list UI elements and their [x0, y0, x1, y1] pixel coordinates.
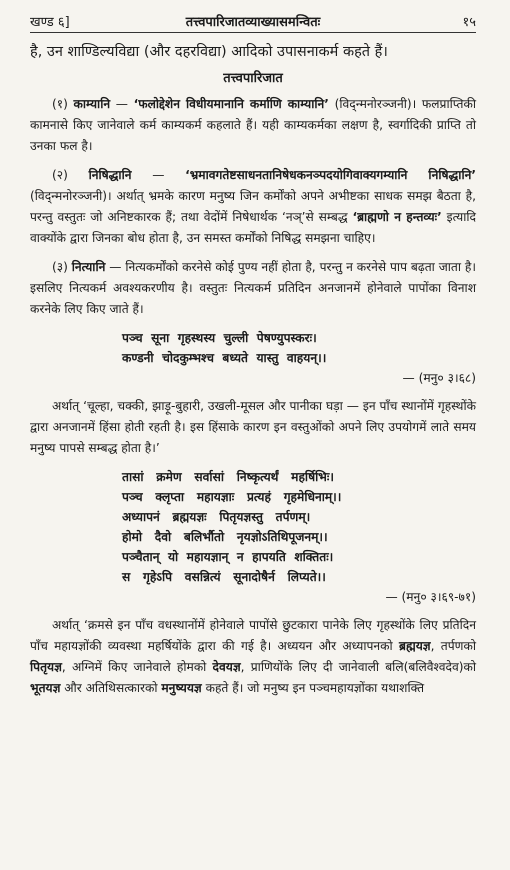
chapter-label: खण्ड ६] — [30, 15, 70, 30]
source-citation: (विद्न्मनोरञ्जनी)। — [328, 97, 417, 111]
verse-line: स गृहेऽपि वसन्नित्यं सूनादोषैर्न लिप्यते।। — [122, 570, 326, 584]
definition-quote: ‘भ्रमावगतेष्टसाधनतानिषेधकनञ्पदयोगिवाक्यगम्यानि निषिद्धानि’ — [185, 168, 476, 182]
text-run: कहते हैं। जो मनुष्य इन पञ्चमहायज्ञोंका यथाशक्ति — [201, 681, 425, 695]
paragraph-translation-1: अर्थात् ‘चूल्हा, चक्की, झाड़ू-बुहारी, उखली-मूसल और पानीका घड़ा — इन पाँच स्थानोंमें गृहस्थोंके द्वारा अनजानमें हिंसा होती रहती है। इस हिंसाके कारण इन वस्तुओंको अपने लिए उपयोगमें लाते समय मनुष्य पापसे सम्बद्ध होता है।’ — [30, 399, 476, 455]
item-number: (३) — [52, 260, 68, 274]
explanation-text: (विद्न्मनोरञ्जनी)। अर्थात् भ्रमके कारण मनुष्य जिन कर्मोंको अपने अभीष्टका साधक समझ बैठता है, परन्तु वस्तुतः जो अनिष्टकारक हैं; तथा वेदोंमें निषेधार्थक ‘नञ्’से सम्बद्ध — [30, 189, 476, 224]
running-header — [30, 12, 476, 33]
term-kamyani: काम्यानि — [73, 97, 111, 111]
paragraph-nityani — [30, 257, 476, 320]
verse-block-2 — [122, 467, 476, 587]
verse-line: होमो दैवो बलिर्भौतो नृयज्ञोऽतिथिपूजनम्।। — [122, 530, 328, 544]
verse-reference: — (मनु० ३।६८) — [402, 371, 476, 385]
term-bhutayajna: भूतयज्ञ — [30, 681, 61, 695]
page-number: १५ — [462, 15, 476, 30]
explanation-text: फलप्राप्तिकी कामनासे किए जानेवाले कर्म काम्यकर्म कहलाते हैं। यही काम्यकर्मका लक्षण है, स्वर्गादिकी प्राप्ति तो उनका फल है। — [30, 97, 477, 153]
text-run: , तर्पणको — [430, 639, 477, 653]
text-run: , प्राणियोंके लिए दी जानेवाली बलि(बलिवैश्वदेव)को — [240, 660, 476, 674]
explanation-text: नित्यकर्मोंको करनेसे कोई पुण्य नहीं होता है, परन्तु न करनेसे पाप बढ़ता जाता है। इसलिए नित्यकर्म अवश्यकरणीय है। वस्तुतः नित्यकर्म प्रतिदिन अनजानमें होनेवाले पापोंका विनाश करनेके लिए किए जाते हैं। — [30, 260, 477, 316]
item-number: (१) — [52, 97, 68, 111]
term-nityani: नित्यानि — [71, 260, 106, 274]
page-body — [30, 40, 476, 699]
verse-line: तासां क्रमेण सर्वासां निष्कृत्यर्थं महर्षिभिः। — [122, 470, 334, 484]
explanation-text-end: इत्यादि वाक्योंके द्वारा जिनका बोध होता है, उन समस्त कर्मोंको निषिद्ध समझना चाहिए। — [30, 210, 476, 245]
term-manushyayajna: मनुष्ययज्ञ — [161, 681, 202, 695]
verse-line: पञ्चैतान् यो महायज्ञान् न हापयति शक्तितः। — [122, 550, 334, 564]
verse-block-1 — [122, 328, 476, 368]
verse-line: पञ्च क्लृप्ता महायज्ञाः प्रत्यहं गृहमेधिनाम्।। — [122, 490, 342, 504]
text-run: और अतिथिसत्कारको — [60, 681, 162, 695]
term-nishiddhani: निषिद्धानि — [88, 168, 132, 182]
term-brahmayajna: ब्रह्मयज्ञ — [399, 639, 431, 653]
verse-reference: — (मनु० ३।६९-७१) — [385, 590, 476, 604]
text-run: , अग्निमें किए जानेवाले होमको — [61, 660, 213, 674]
paragraph-nishiddhani — [30, 165, 476, 249]
verse-line: कण्डनी चोदकुम्भश्च बध्यते यास्तु वाहयन्।। — [122, 351, 327, 365]
item-number: (२) — [52, 168, 68, 182]
dash: — — [110, 97, 134, 111]
paragraph-translation-2 — [30, 615, 476, 699]
paragraph-kamyani — [30, 94, 476, 157]
term-devayajna: देवयज्ञ — [212, 660, 241, 674]
verse-line: पञ्च सूना गृहस्थस्य चुल्ली पेषण्युपस्करः। — [122, 331, 317, 345]
term-pitriyajna: पितृयज्ञ — [30, 660, 62, 674]
text-run: अर्थात् ‘क्रमसे इन पाँच वधस्थानोंमें होनेवाले पापोंसे छुटकारा पानेके लिए गृहस्थोंके लिए प्रतिदिन पाँच महायज्ञोंकी व्यवस्था महर्षियोंके द्वारा की गई है। अध्ययन और अध्यापनको — [30, 618, 476, 653]
section-heading: तत्त्वपारिजात — [223, 71, 283, 86]
continuation-line: है, उन शाण्डिल्यविद्या (और दहरविद्या) आदिको उपासनाकर्म कहते हैं। — [30, 44, 388, 60]
verse-line: अध्यापनं ब्रह्मयज्ञः पितृयज्ञस्तु तर्पणम्। — [122, 510, 311, 524]
dash: — — [131, 168, 186, 182]
example-quote: ‘ब्राह्मणो न हन्तव्यः’ — [352, 210, 442, 224]
definition-quote: ‘फलोद्देशेन विधीयमानानि कर्माणि काम्यानि’ — [133, 97, 329, 111]
book-title: तत्त्वपारिजातव्याख्यासमन्वितः — [185, 15, 321, 30]
dash: — — [105, 260, 126, 274]
